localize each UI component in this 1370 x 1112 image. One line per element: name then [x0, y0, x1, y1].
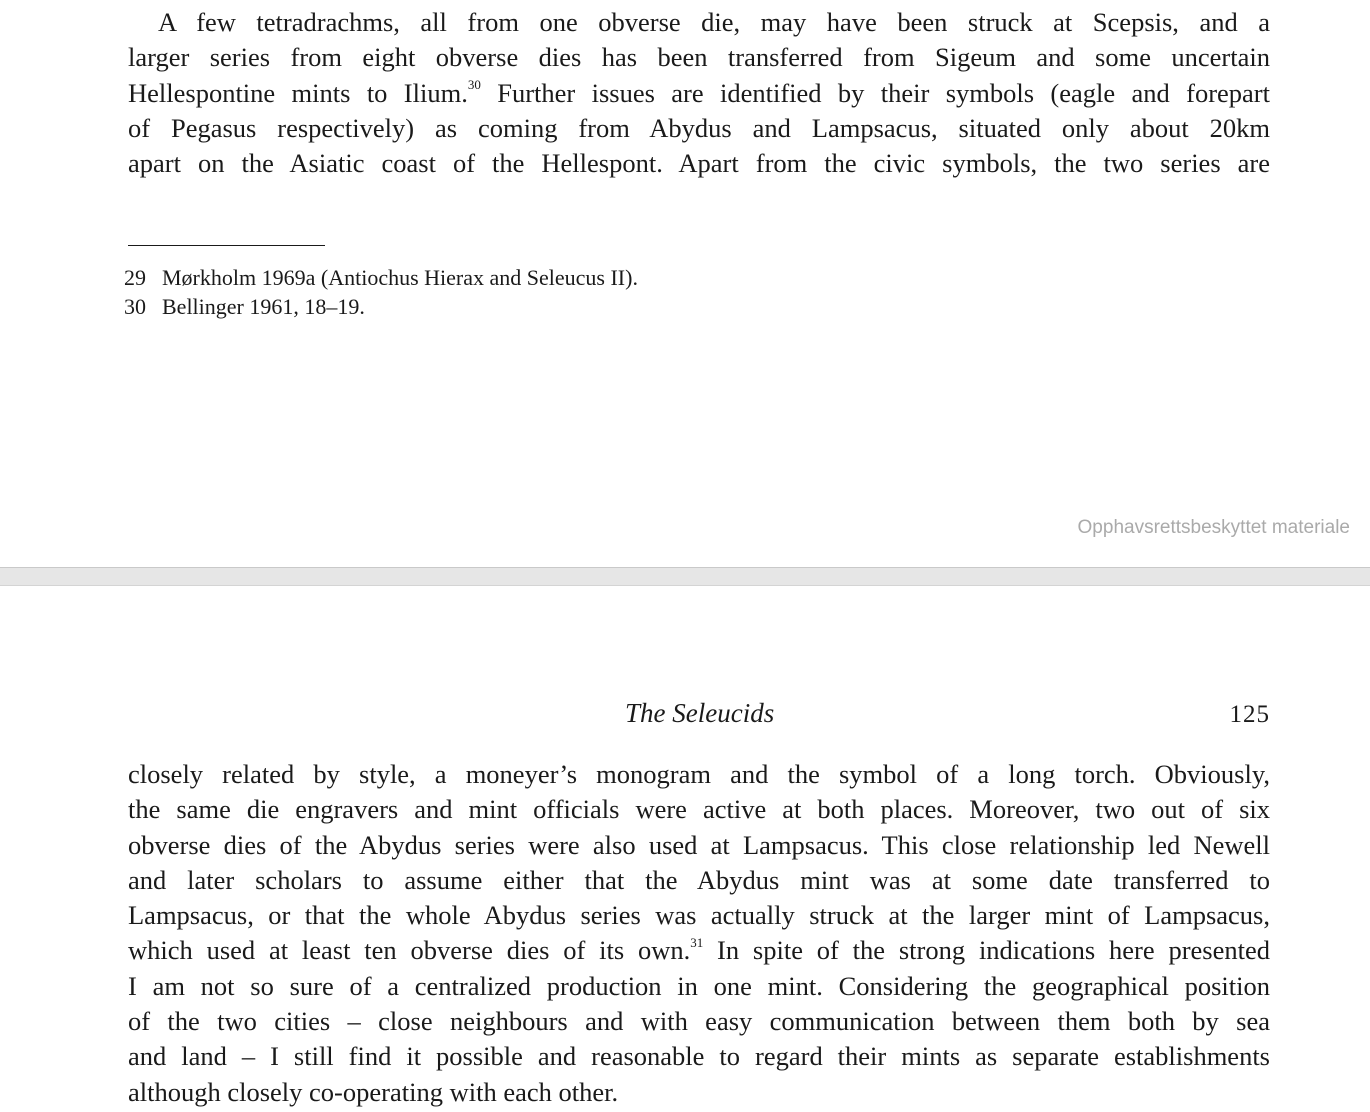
- page-separator: [0, 567, 1370, 586]
- text-fragment: which used at least ten obverse dies of its own.: [128, 935, 691, 966]
- text-line: larger series from eight obverse dies has been transferred from Sigeum and some uncertain: [128, 42, 1270, 73]
- text-line: I am not so sure of a centralized production in one mint. Considering the geographical position: [128, 970, 1270, 1001]
- footnote-ref-31[interactable]: 31: [690, 934, 704, 950]
- text-fragment: Hellespontine mints to Ilium.: [128, 77, 468, 108]
- copyright-watermark: Opphavsrettsbeskyttet materiale: [1077, 517, 1350, 538]
- text-line: [128, 76, 1270, 111]
- page-number: 125: [1229, 701, 1270, 728]
- text-line: of Pegasus respectively) as coming from Abydus and Lampsacus, situated only about 20km: [128, 112, 1270, 143]
- text-line: and later scholars to assume either that the Abydus mint was at some date transferred to: [128, 864, 1270, 895]
- top-body-paragraph: [128, 5, 1270, 181]
- text-line: apart on the Asiatic coast of the Hellespont. Apart from the civic symbols, the two series are: [128, 148, 1270, 179]
- text-fragment: Further issues are identified by their symbols (eagle and forepart: [480, 77, 1270, 108]
- text-line: although closely co-operating with each other.: [128, 1076, 619, 1107]
- bottom-body-paragraph: [128, 757, 1270, 1110]
- footnotes: [124, 263, 638, 321]
- footnote-text: Mørkholm 1969a (Antiochus Hierax and Seleucus II).: [162, 265, 638, 290]
- running-head: [0, 698, 1370, 734]
- running-title: The Seleucids: [625, 698, 775, 728]
- text-line: obverse dies of the Abydus series were also used at Lampsacus. This close relationship led Newell: [128, 829, 1270, 860]
- text-line: [128, 933, 1270, 968]
- footnote-number: 30: [124, 294, 146, 319]
- text-fragment: In spite of the strong indications here presented: [703, 935, 1270, 966]
- footnote-text: Bellinger 1961, 18–19.: [162, 294, 365, 319]
- text-line: the same die engravers and mint officials were active at both places. Moreover, two out of six: [128, 794, 1270, 825]
- footnote-divider: [128, 245, 325, 246]
- text-line: and land – I still find it possible and reasonable to regard their mints as separate establishments: [128, 1041, 1270, 1072]
- text-line: closely related by style, a moneyer’s monogram and the symbol of a long torch. Obviously,: [128, 759, 1270, 789]
- footnote-ref-30[interactable]: 30: [467, 76, 481, 92]
- footnote-29: [124, 263, 638, 292]
- footnote-number: 29: [124, 265, 146, 290]
- text-line: A few tetradrachms, all from one obverse die, may have been struck at Scepsis, and a: [158, 7, 1270, 37]
- text-line: of the two cities – close neighbours and with easy communication between them both by sea: [128, 1006, 1270, 1037]
- text-line: Lampsacus, or that the whole Abydus series was actually struck at the larger mint of Lampsacus,: [128, 900, 1270, 931]
- footnote-30: [124, 292, 638, 321]
